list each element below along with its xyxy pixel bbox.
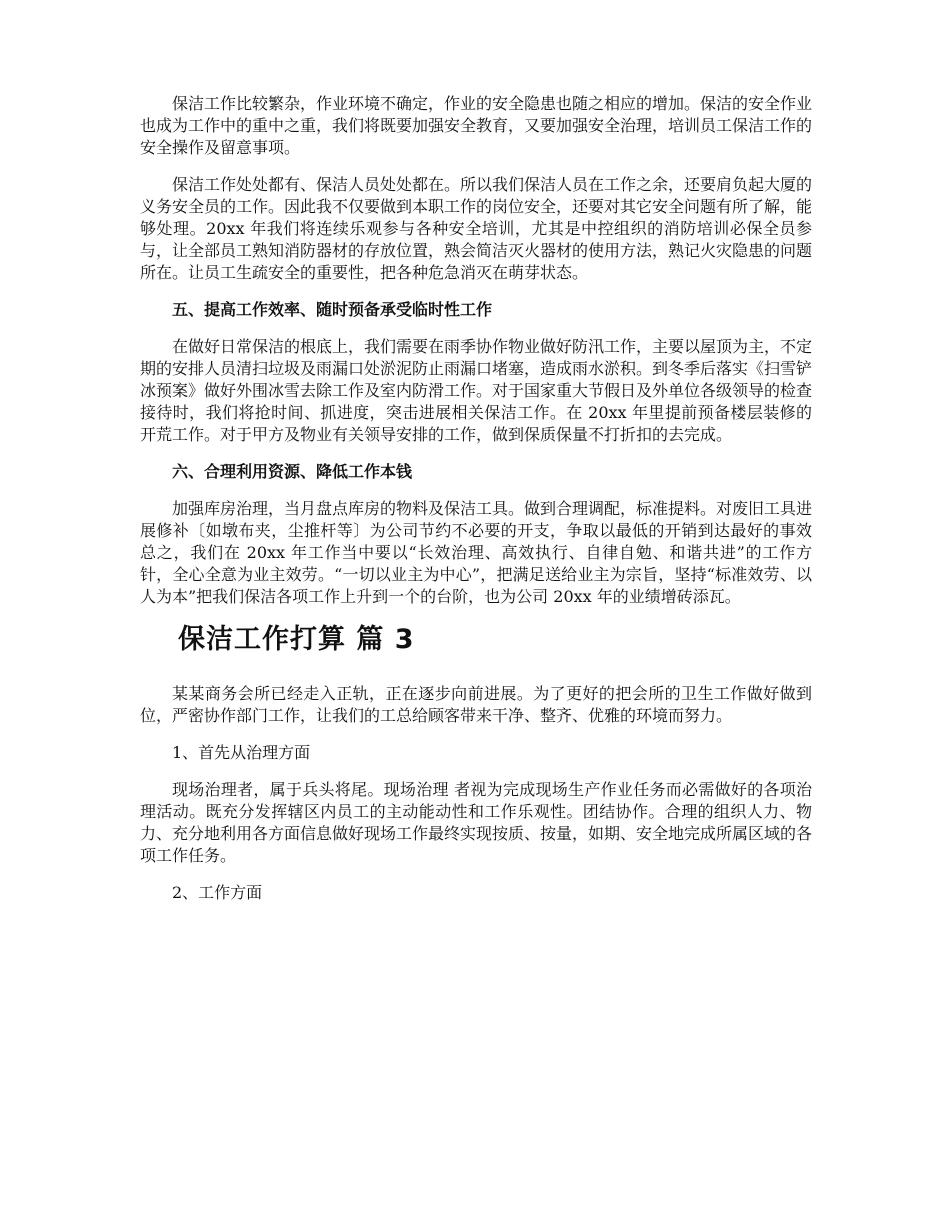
section-heading-efficiency: 五、提高工作效率、随时预备承受临时性工作 [172, 300, 493, 319]
section-heading-resources: 六、合理利用资源、降低工作本钱 [172, 462, 413, 481]
list-heading-work: 2、工作方面 [172, 883, 263, 902]
list-heading-management: 1、首先从治理方面 [172, 743, 311, 762]
paragraph-resources: 加强库房治理，当月盘点库房的物料及保洁工具。做到合理调配，标准提料。对废旧工具进展修补〔如墩布夹，尘推杆等〕为公司节约不必要的开支，争取以最低的开销到达最好的事效 总之，我们在 20xx 年工作当中要以“长效治理、高效执行、自律自勉、和谐共进”的工作方针，全心全意为业主效劳。“一切以业主为中心”，把满足送给业主为宗旨，坚持“标准效劳、以人为本”把我们保洁各项工作上升到一个的台阶，也为公司 20xx 年的业绩增砖添瓦。 [140, 499, 813, 606]
paragraph-safety-management: 保洁工作比较繁杂，作业环境不确定，作业的安全隐患也随之相应的增加。保洁的安全作业也成为工作中的重中之重，我们将既要加强安全教育，又要加强安全治理，培训员工保洁工作的安全操作及留意事项。 [140, 94, 813, 157]
paragraph-management: 现场治理者，属于兵头将尾。现场治理 者视为完成现场生产作业任务而必需做好的各项治理活动。既充分发挥辖区内员工的主动能动性和工作乐观性。团结协作。合理的组织人力、物力、充分地利用各方面信息做好现场工作最终实现按质、按量，如期、安全地完成所属区域的各项工作任务。 [140, 780, 813, 865]
paragraph-chapter-intro: 某某商务会所已经走入正轨，正在逐步向前进展。为了更好的把会所的卫生工作做好做到位，严密协作部门工作，让我们的工总给顾客带来干净、整齐、优雅的环境而努力。 [140, 684, 812, 725]
document-page [140, 93, 812, 919]
chapter-title: 保洁工作打算 篇 3 [178, 624, 415, 655]
paragraph-efficiency: 在做好日常保洁的根底上，我们需要在雨季协作物业做好防汛工作，主要以屋顶为主，不定期的安排人员清扫垃圾及雨漏口处淤泥防止雨漏口堵塞，造成雨水淤积。到冬季后落实《扫雪铲冰预案》做好外围冰雪去除工作及室内防滑工作。对于国家重大节假日及外单位各级领导的检查接待时，我们将抢时间、抓进度，突击进展相关保洁工作。在 20xx 年里提前预备楼层装修的开荒工作。对于甲方及物业有关领导安排的工作，做到保质保量不打折扣的去完成。 [140, 337, 813, 444]
paragraph-safety-duty: 保洁工作处处都有、保洁人员处处都在。所以我们保洁人员在工作之余，还要肩负起大厦的义务安全员的工作。因此我不仅要做到本职工作的岗位安全，还要对其它安全问题有所了解，能够处理。20xx 年我们将连续乐观参与各种安全培训，尤其是中控组织的消防培训必保全员参与，让全部员工熟知消防器材的存放位置，熟会简洁灭火器材的使用方法，熟记火灾隐患的问题所在。让员工生疏安全的重要性，把各种危急消灭在萌芽状态。 [140, 175, 813, 282]
